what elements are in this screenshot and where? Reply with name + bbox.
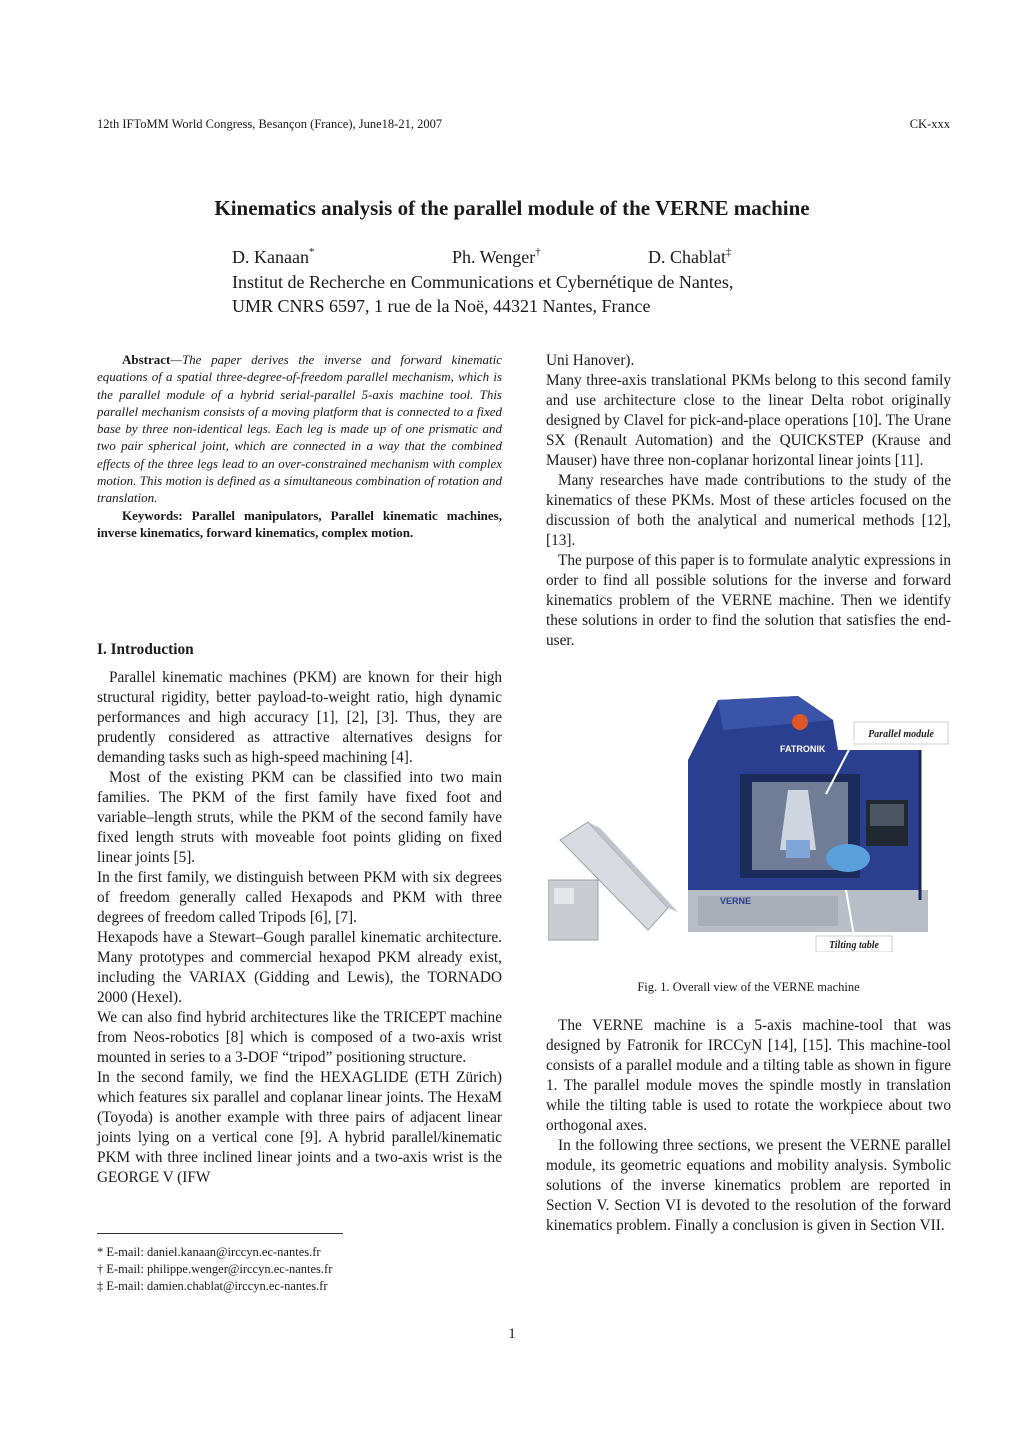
left-column (97, 640, 502, 1188)
running-header-right: CK-xxx (909, 117, 950, 131)
affiliation-line-1: Institut de Recherche en Communications et Cybernétique de Nantes, (232, 272, 734, 292)
paragraph: Hexapods have a Stewart–Gough parallel kinematic architecture. Many prototypes and commercial hexapod PKM already exist, including the VARIAX (Gidding and Lewis), the TORNADO 2000 (Hexel). (97, 929, 502, 1006)
author-name: D. Kanaan (232, 247, 309, 267)
paragraph: In the first family, we distinguish between PKM with six degrees of freedom generally called Hexapods and PKM with three degrees of freedom called Tripods [6], [7]. (97, 869, 502, 926)
abstract-text: The paper derives the inverse and forward kinematic equations of a spatial three-degree-of-freedom parallel mechanism, which is the parallel module of a hybrid serial-parallel 5-axis machine tool. This parallel mechanism consists of a moving platform that is connected to a fixed base by three non-identical legs. Each leg is made up of one prismatic and two pair spherical joint, which are connected in a way that the combined effects of the three legs lead to an over-constrained mechanism with complex motion. This motion is defined as a simultaneous combination of rotation and translation. (97, 352, 502, 506)
section-heading-introduction: I. Introduction (97, 641, 194, 658)
paragraph: The VERNE machine is a 5-axis machine-tool that was designed by Fatronik for IRCCyN [14], [15]. This machine-tool consists of a parallel module and a tilting table as shown in figure 1. The parallel module moves the spindle mostly in translation while the tilting table is used to rotate the workpiece about two orthogonal axes. (546, 1017, 951, 1134)
footnote-rule (97, 1233, 343, 1234)
footnote-email: ‡ E-mail: damien.chablat@irccyn.ec-nantes.fr (97, 1279, 328, 1293)
chip-conveyor (548, 822, 678, 940)
author-name: Ph. Wenger (452, 247, 536, 267)
author-wenger (452, 246, 541, 268)
abstract-dash: — (170, 352, 182, 367)
abstract-block (97, 351, 502, 541)
footnote-email: † E-mail: philippe.wenger@irccyn.ec-nantes.fr (97, 1262, 333, 1276)
author-chablat (648, 246, 732, 268)
callout-parallel-module: Parallel module (868, 729, 934, 740)
paragraph: Uni Hanover). (546, 352, 635, 369)
callout-tilting-table: Tilting table (829, 940, 879, 951)
keywords: Keywords: Parallel manipulators, Parallel kinematic machines, inverse kinematics, forward kinematics, complex motion. (97, 507, 502, 540)
affiliation-line-2: UMR CNRS 6597, 1 rue de la Noë, 44321 Nantes, France (232, 296, 651, 316)
brand-logo (792, 714, 808, 730)
author-mark: † (535, 246, 541, 258)
footnote-email: * E-mail: daniel.kanaan@irccyn.ec-nantes.fr (97, 1245, 321, 1259)
right-column-bottom (546, 1016, 951, 1236)
paragraph: Parallel kinematic machines (PKM) are known for their high structural rigidity, better payload-to-weight ratio, high dynamic performances and high accuracy [1], [2], [3]. Thus, they are prudently considered as attractive alternatives designs for demanding tasks such as high-speed machining [4]. (97, 669, 502, 766)
page-number: 1 (508, 1326, 516, 1342)
paper-title: Kinematics analysis of the parallel module of the VERNE machine (214, 196, 810, 220)
running-header-left: 12th IFToMM World Congress, Besançon (France), June18-21, 2007 (97, 117, 443, 131)
paragraph: In the following three sections, we present the VERNE parallel module, its geometric equations and mobility analysis. Symbolic solutions of the inverse kinematics problem are reported in Section V. Section VI is devoted to the resolution of the forward kinematics problem. Finally a conclusion is given in Section VII. (546, 1137, 951, 1234)
paragraph: Many researches have made contributions to the study of the kinematics of these PKMs. Most of these articles focused on the discussion of both the analytical and numerical methods [12], [13]. (546, 472, 951, 549)
author-kanaan (232, 246, 314, 268)
author-name: D. Chablat (648, 247, 726, 267)
figure-verne-machine (548, 690, 952, 952)
paragraph: We can also find hybrid architectures like the TRICEPT machine from Neos-robotics [8] which is composed of a two-axis wrist mounted in series to a 3-DOF “tripod” positioning structure. (97, 1009, 502, 1066)
paragraph: Most of the existing PKM can be classified into two main families. The PKM of the first family have fixed foot and variable–length struts, while the PKM of the second family have fixed length struts with moveable foot points gliding on fixed linear joints [5]. (97, 769, 502, 866)
right-column-top (546, 351, 951, 651)
footnotes (97, 1244, 332, 1295)
affiliation (232, 270, 733, 318)
brand-label: FATRONIK (780, 744, 826, 754)
paragraph: Many three-axis translational PKMs belong to this second family and use architecture close to the linear Delta robot originally designed by Clavel for pick-and-place operations [10]. The Urane SX (Renault Automation) and the QUICKSTEP (Krause and Mauser) have three non-coplanar horizontal linear joints [11]. (546, 372, 951, 469)
figure-caption: Fig. 1. Overall view of the VERNE machine (637, 980, 860, 994)
abstract-label: Abstract (122, 352, 171, 367)
paragraph: The purpose of this paper is to formulate analytic expressions in order to find all possible solutions for the inverse and forward kinematics problem of the VERNE machine. Then we identify these solutions in order to find the solution that satisfies the end-user. (546, 552, 951, 649)
machine-name-label: VERNE (720, 896, 752, 906)
paragraph: In the second family, we find the HEXAGLIDE (ETH Zürich) which features six parallel and coplanar linear joints. The HexaM (Toyoda) is another example with three pairs of adjacent linear joints lying on a vertical cone [9]. A hybrid parallel/kinematic PKM with three inclined linear joints and a two-axis wrist is the GEORGE V (IFW (97, 1069, 502, 1186)
author-mark: * (308, 246, 315, 258)
author-mark: ‡ (726, 246, 732, 258)
